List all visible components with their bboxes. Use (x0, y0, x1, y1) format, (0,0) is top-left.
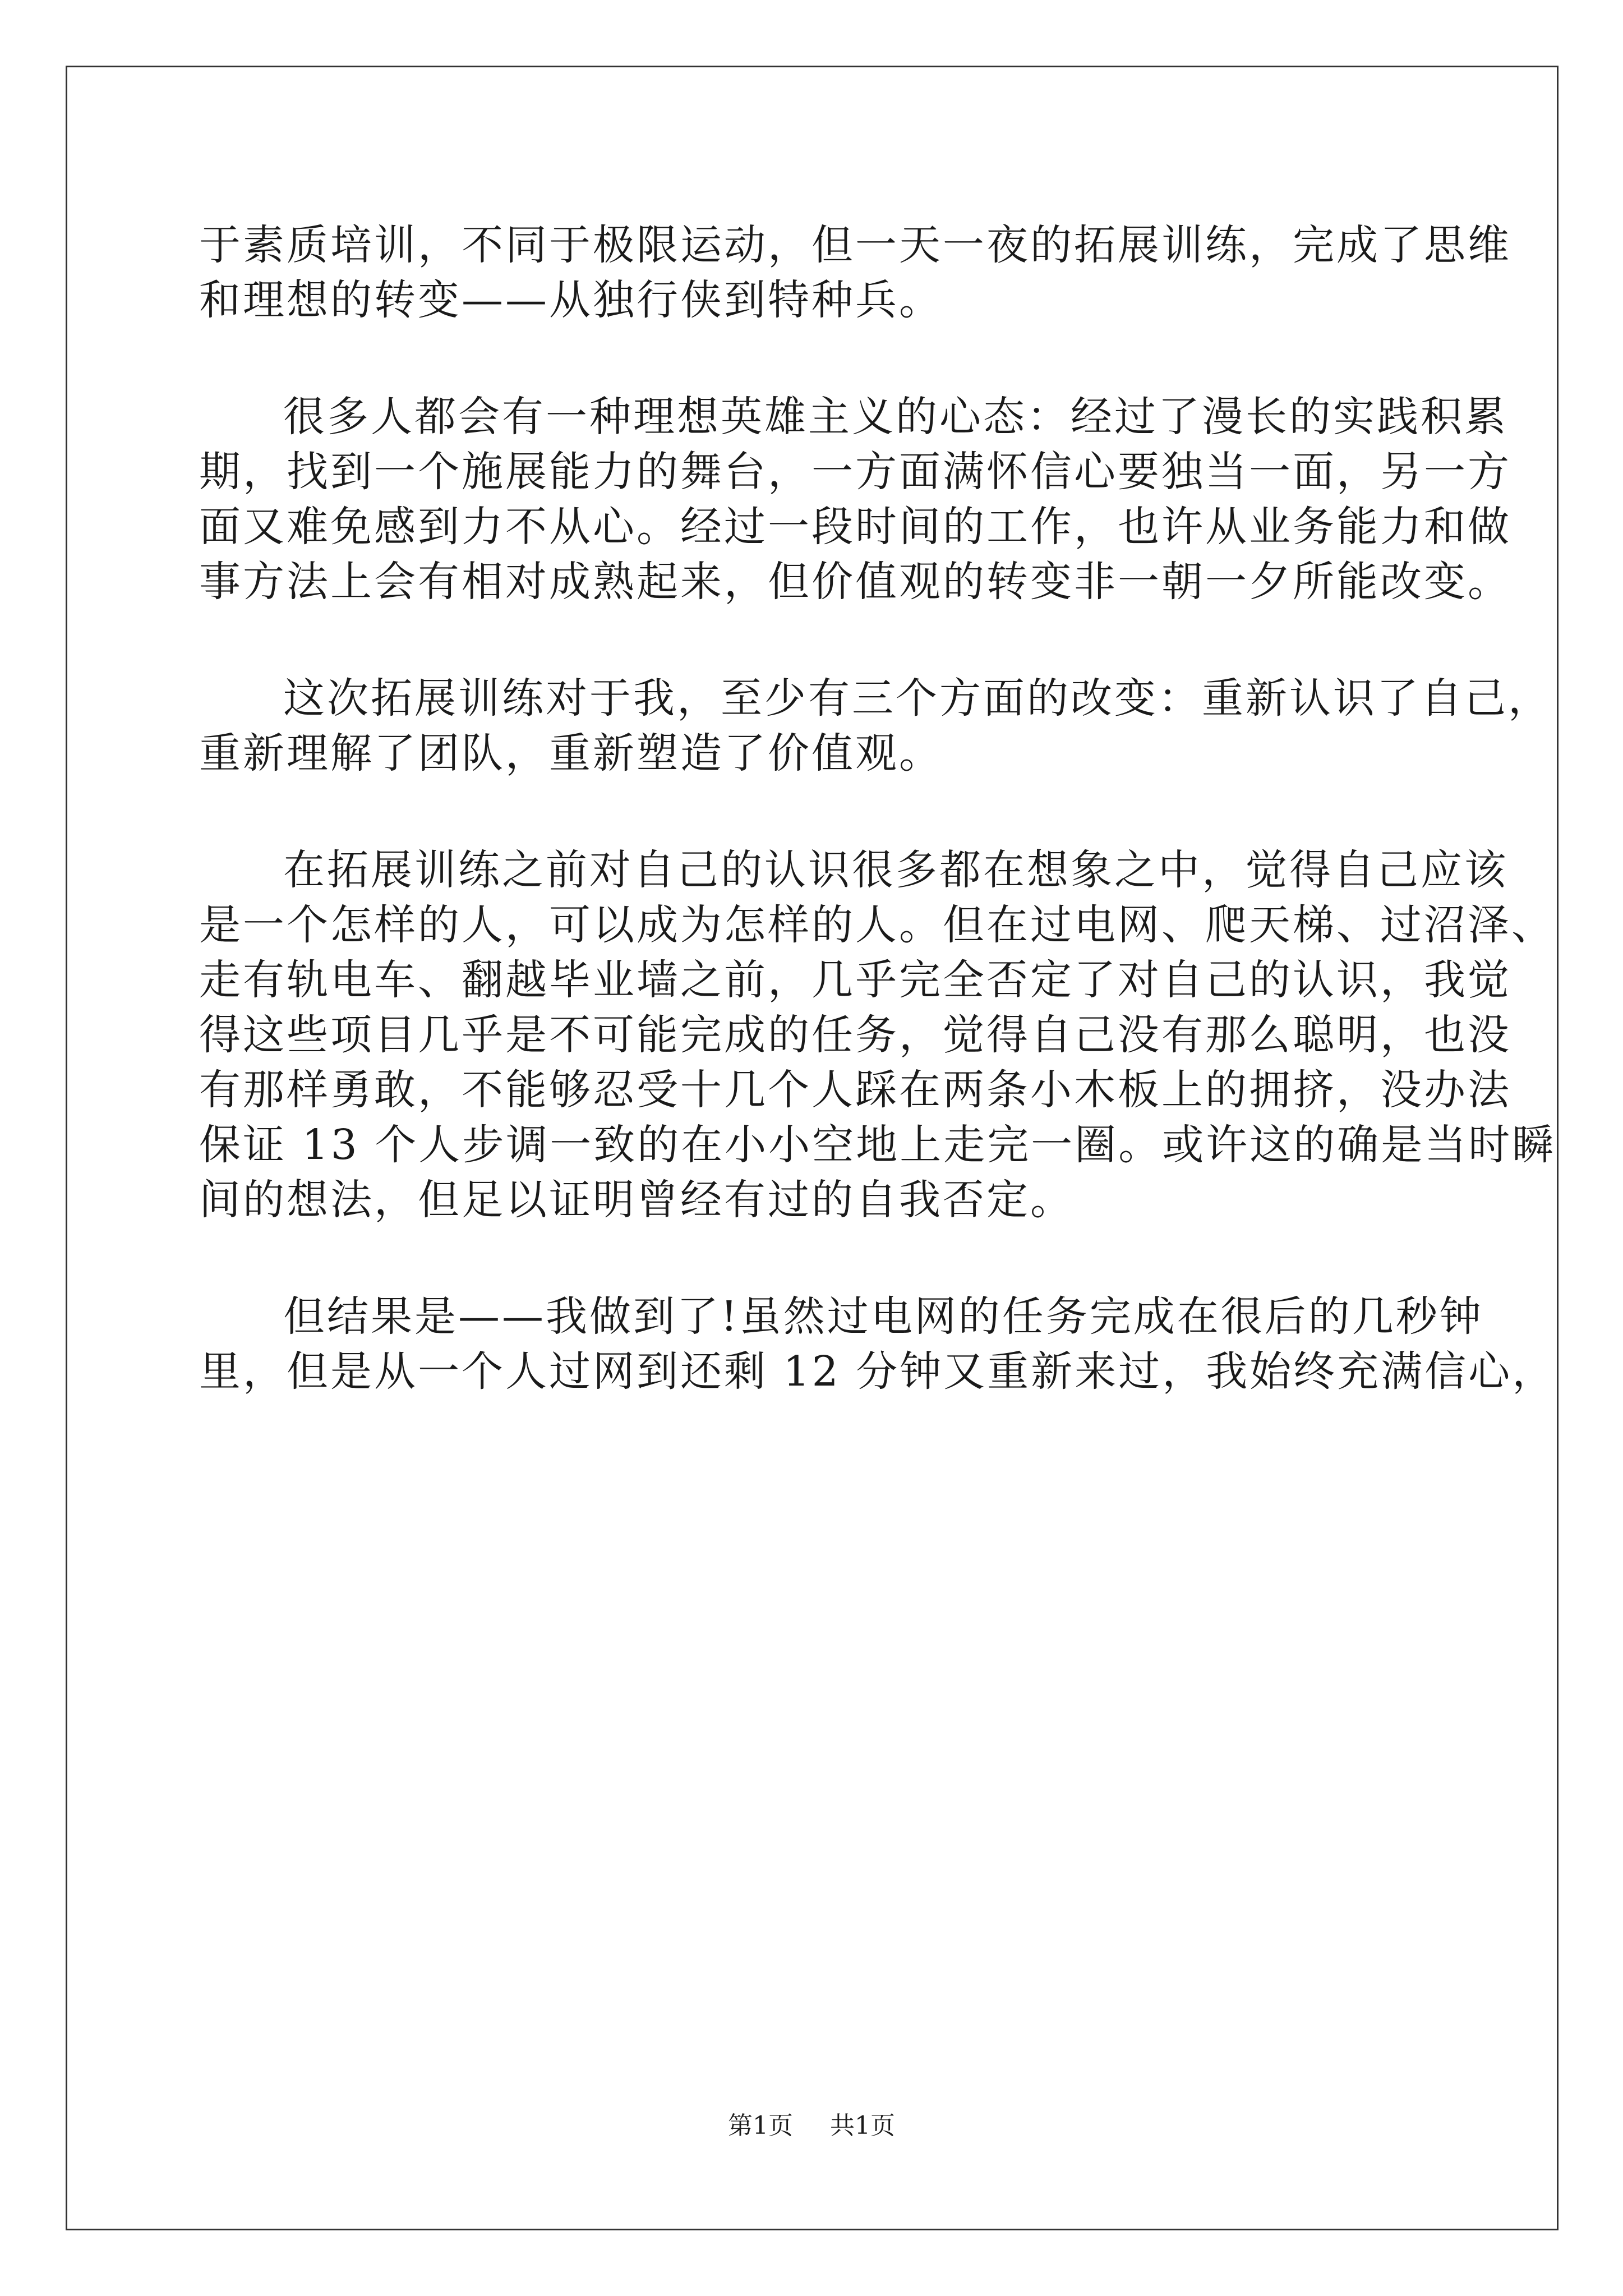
text-line: 很多人都会有一种理想英雄主义的心态：经过了漫长的实践积累 (283, 393, 1508, 441)
text-line: 间的想法，但足以证明曾经有过的自我否定。 (199, 1176, 1074, 1224)
paragraph-5 (199, 1289, 1556, 1399)
text-line: 保证 13 个人步调一致的在小小空地上走完一圈。或许这的确是当时瞬 (199, 1121, 1556, 1169)
page-footer (0, 2109, 1623, 2143)
page-total: 共1页 (830, 2111, 895, 2140)
text-line: 走有轨电车、翻越毕业墙之前，几乎完全否定了对自己的认识，我觉 (199, 956, 1511, 1004)
page-number: 第1页 (728, 2111, 793, 2140)
text-line: 里，但是从一个人过网到还剩 12 分钟又重新来过，我始终充满信心， (199, 1347, 1556, 1396)
paragraph-1 (199, 218, 1511, 328)
text-line: 这次拓展训练对于我，至少有三个方面的改变：重新认识了自己， (283, 674, 1552, 723)
text-line: 期，找到一个施展能力的舞台，一方面满怀信心要独当一面，另一方 (199, 448, 1511, 496)
text-line: 但结果是——我做到了!虽然过电网的任务完成在很后的几秒钟 (283, 1292, 1483, 1341)
text-line: 有那样勇敢，不能够忍受十几个人踩在两条小木板上的拥挤，没办法 (199, 1066, 1511, 1114)
text-line: 在拓展训练之前对自己的认识很多都在想象之中，觉得自己应该 (283, 846, 1508, 894)
text-line: 事方法上会有相对成熟起来，但价值观的转变非一朝一夕所能改变。 (199, 558, 1511, 606)
paragraph-4 (199, 843, 1556, 1227)
paragraph-2 (199, 389, 1511, 609)
document-body (199, 218, 1556, 1399)
paragraph-3 (199, 671, 1552, 781)
text-line: 于素质培训，不同于极限运动，但一天一夜的拓展训练，完成了思维 (199, 221, 1511, 269)
text-line: 面又难免感到力不从心。经过一段时间的工作，也许从业务能力和做 (199, 503, 1511, 551)
text-line: 重新理解了团队，重新塑造了价值观。 (199, 729, 943, 777)
text-line: 得这些项目几乎是不可能完成的任务，觉得自己没有那么聪明，也没 (199, 1011, 1511, 1059)
text-line: 是一个怎样的人，可以成为怎样的人。但在过电网、爬天梯、过沼泽、 (199, 901, 1555, 949)
text-line: 和理想的转变——从独行侠到特种兵。 (199, 276, 943, 324)
